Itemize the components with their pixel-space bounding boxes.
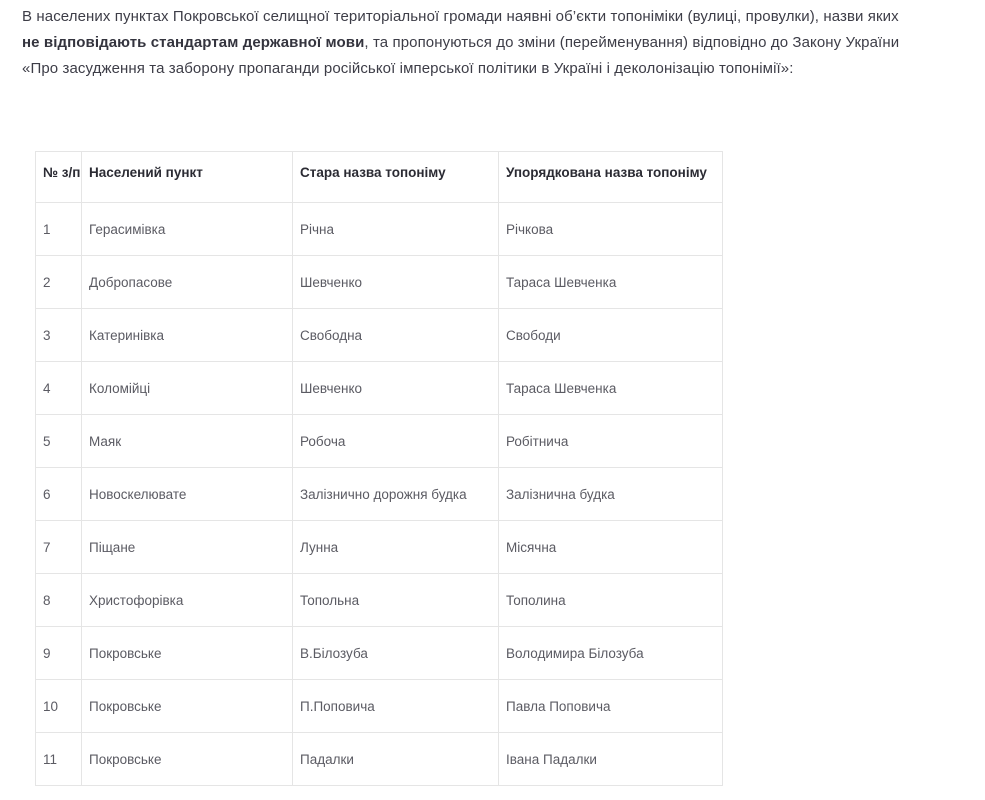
- cell-settlement: Герасимівка: [82, 203, 293, 256]
- cell-new-toponym: Тараса Шевченка: [499, 362, 723, 415]
- cell-new-toponym: Робітнича: [499, 415, 723, 468]
- table-row: [36, 521, 723, 574]
- cell-old-toponym: Лунна: [293, 521, 499, 574]
- cell-old-toponym: Робоча: [293, 415, 499, 468]
- cell-new-toponym: Тополина: [499, 574, 723, 627]
- cell-new-toponym: Свободи: [499, 309, 723, 362]
- cell-new-toponym: Залізнична будка: [499, 468, 723, 521]
- intro-text-before: В населених пунктах Покровської селищної територіальної громади наявні об’єкти топоніміки (вулиці, провулки), назви яких: [22, 8, 899, 25]
- table-row: [36, 309, 723, 362]
- cell-row-number: 6: [36, 468, 82, 521]
- header-new-toponym: Упорядкована назва топоніму: [499, 152, 723, 203]
- cell-row-number: 2: [36, 256, 82, 309]
- table-row: [36, 203, 723, 256]
- cell-row-number: 7: [36, 521, 82, 574]
- table-row: [36, 627, 723, 680]
- cell-settlement: Добропасове: [82, 256, 293, 309]
- cell-settlement: Маяк: [82, 415, 293, 468]
- header-row-number: № з/п: [36, 152, 82, 203]
- cell-settlement: Покровське: [82, 733, 293, 786]
- cell-settlement: Піщане: [82, 521, 293, 574]
- header-settlement: Населений пункт: [82, 152, 293, 203]
- cell-old-toponym: Свободна: [293, 309, 499, 362]
- header-old-toponym: Стара назва топоніму: [293, 152, 499, 203]
- cell-new-toponym: Тараса Шевченка: [499, 256, 723, 309]
- table-row: [36, 468, 723, 521]
- cell-row-number: 3: [36, 309, 82, 362]
- table-header-row: [36, 152, 723, 203]
- cell-new-toponym: Володимира Білозуба: [499, 627, 723, 680]
- table-row: [36, 574, 723, 627]
- cell-row-number: 10: [36, 680, 82, 733]
- cell-old-toponym: Шевченко: [293, 362, 499, 415]
- cell-new-toponym: Місячна: [499, 521, 723, 574]
- intro-text-after: , та пропонуються до зміни (перейменування) відповідно до Закону України «Про засудження та заборону пропаганди російської імперської політики в Україні і деколонізацію топонімії»:: [22, 34, 900, 77]
- cell-row-number: 9: [36, 627, 82, 680]
- table-row: [36, 415, 723, 468]
- cell-new-toponym: Річкова: [499, 203, 723, 256]
- cell-settlement: Новоскелювате: [82, 468, 293, 521]
- table-row: [36, 733, 723, 786]
- cell-row-number: 4: [36, 362, 82, 415]
- cell-new-toponym: Івана Падалки: [499, 733, 723, 786]
- cell-old-toponym: Річна: [293, 203, 499, 256]
- cell-row-number: 11: [36, 733, 82, 786]
- cell-old-toponym: Падалки: [293, 733, 499, 786]
- table-row: [36, 362, 723, 415]
- table-row: [36, 256, 723, 309]
- cell-old-toponym: П.Поповича: [293, 680, 499, 733]
- intro-paragraph: [22, 4, 907, 82]
- cell-old-toponym: Топольна: [293, 574, 499, 627]
- cell-settlement: Христофорівка: [82, 574, 293, 627]
- intro-bold-text: не відповідають стандартам державної мови: [22, 34, 365, 51]
- cell-settlement: Покровське: [82, 627, 293, 680]
- toponyms-table: [35, 151, 723, 786]
- cell-settlement: Покровське: [82, 680, 293, 733]
- table-row: [36, 680, 723, 733]
- cell-row-number: 1: [36, 203, 82, 256]
- cell-old-toponym: Залізнично дорожня будка: [293, 468, 499, 521]
- cell-settlement: Катеринівка: [82, 309, 293, 362]
- cell-row-number: 8: [36, 574, 82, 627]
- cell-settlement: Коломійці: [82, 362, 293, 415]
- cell-old-toponym: В.Білозуба: [293, 627, 499, 680]
- cell-new-toponym: Павла Поповича: [499, 680, 723, 733]
- cell-row-number: 5: [36, 415, 82, 468]
- cell-old-toponym: Шевченко: [293, 256, 499, 309]
